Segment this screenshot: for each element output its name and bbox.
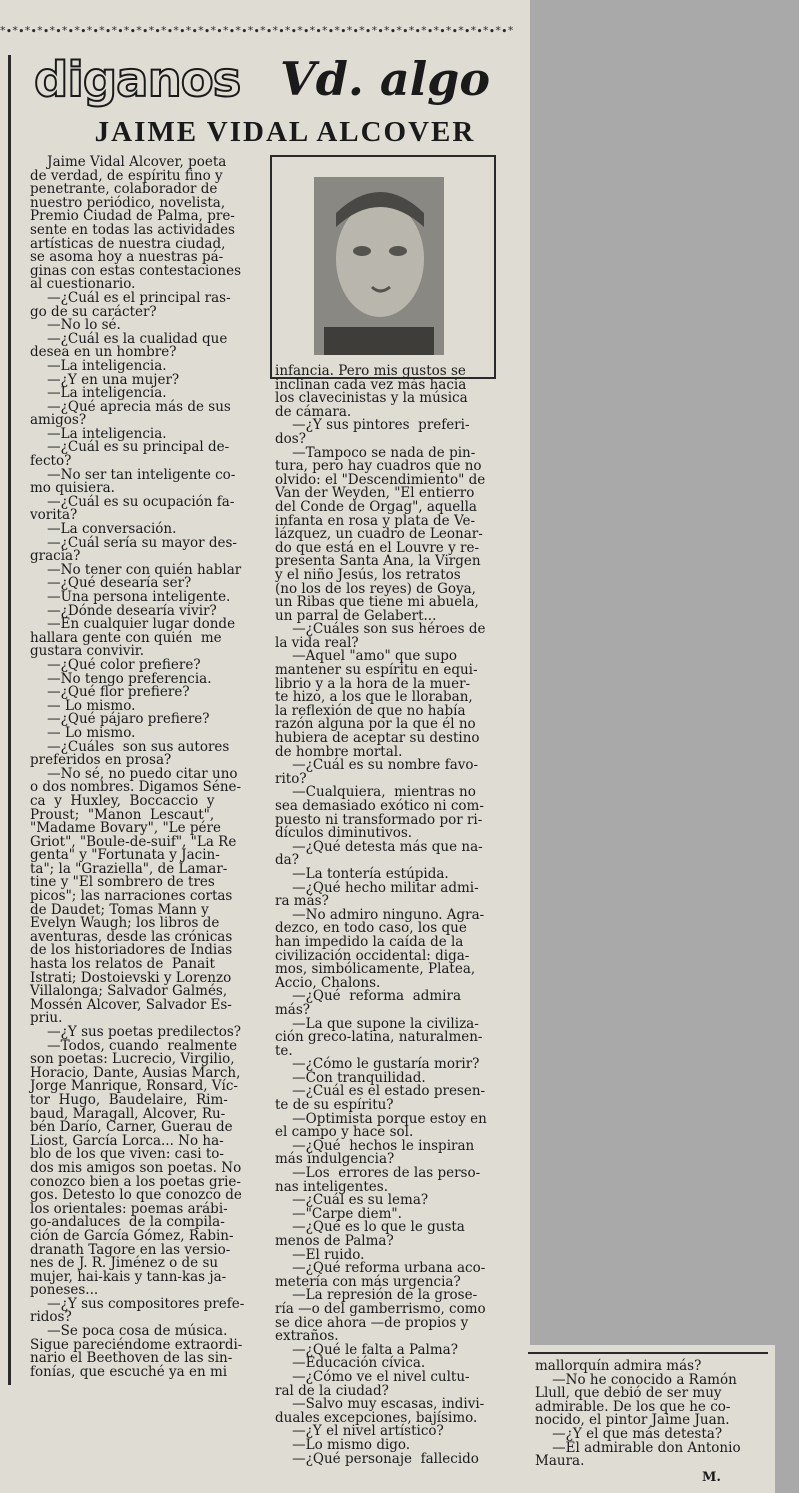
portrait-image	[314, 177, 444, 355]
column-rule	[8, 55, 11, 1385]
decorative-border: *∙*∙*∙*∙*∙*∙*∙*∙*∙*∙*∙*∙*∙*∙*∙*∙*∙*∙*∙*∙*∙*∙*∙*∙*∙*∙*∙*∙*∙*∙*∙*∙*∙*∙*∙*∙*∙*∙*∙*∙*∙*	[0, 24, 514, 36]
portrait-frame	[270, 155, 496, 379]
portrait-photo	[314, 177, 444, 355]
article-header	[22, 52, 512, 112]
interviewee-name: JAIME VIDAL ALCOVER	[94, 116, 476, 148]
column-top-rule	[528, 1352, 768, 1354]
article-column-middle: infancia. Pero mis gustos se inclinan cada vez más hacia los clavecinistas y la música de cámara. —¿Y sus pintores preferi- dos? —Tampoco se nada de pin- tura, pero hay cuadros que no olvido: el "Descendimiento" de Van der Weyden, "El entierro del Conde de Orgag", aquella infanta en rosa y plata de Ve- lázquez, un cuadro de Leonar- do que está en el Louvre y re- presenta Santa Ana, la Virgen y el niño Jesús, los retratos (no los de los reyes) de Goya, un Ribas que tiene mi abuela, un parral de Gelabert... —¿Cuáles son sus héroes de la vida real? —Aquel "amo" que supo mantener su espíritu en equi- librio y a la hora de la muer- te hizo, a los que le lloraban, la reflexión de que no había razón alguna por la que él no hubiera de aceptar su destino de hombre mortal. —¿Cuál es su nombre favo- rito? —Cualquiera, mientras no sea demasiado exótico ni com- puesto ni transformado por ri- dículos diminutivos. —¿Qué detesta más que na- da? —La tontería estúpida. —¿Qué hecho militar admi- ra más? —No admiro ninguno. Agra- dezco, en todo caso, los que han impedido la caída de la civilización occidental: diga- mos, simbólicamente, Platea, Accio, Chalons. —¿Qué reforma admira más? —La que supone la civiliza- ción greco-latina, naturalmen- te. —¿Cómo le gustaría morir? —Con tranquilidad. —¿Cuál es el estado presen- te de su espíritu? —Optimista porque estoy en el campo y hace sol. —¿Qué hechos le inspiran más indulgencia? —Los errores de las perso- nas inteligentes. —¿Cuál es su lema? —"Carpe diem". —¿Qué es lo que le gusta menos de Palma? —El ruido. —¿Qué reforma urbana aco- metería con más urgencia? —La represión de la grose- ría —o del gamberrismo, como se dice ahora —de propios y extraños. —¿Qué le falta a Palma? —Educación cívica. —¿Cómo ve el nivel cultu- ral de la ciudad? —Salvo muy escasas, indivi- duales excepciones, bajísimo. —¿Y el nivel artístico? —Lo mismo digo. —¿Qué personaje fallecido	[275, 363, 487, 1467]
author-signature: M.	[702, 1470, 721, 1485]
article-column-right: mallorquín admira más? —No he conocido a Ramón Llull, que debió de ser muy admirable. De los que he co- nocido, el pintor Jaime Juan. —¿Y el que más detesta? —El admirable don Antonio Maura.	[535, 1358, 741, 1470]
header-title-part2: Vd. algo	[280, 52, 491, 106]
header-title-part1: diganos	[34, 52, 241, 108]
article-column-left: Jaime Vidal Alcover, poeta de verdad, de espíritu fino y penetrante, colaborador de nuestro periódico, novelista, Premio Ciudad de Palma, pre- sente en todas las actividades artísticas de nuestra ciudad, se asoma hoy a nuestras pá- ginas con estas contestaciones al cuestionario. —¿Cuál es el principal ras- go de su carácter? —No lo sé. —¿Cuál es la cualidad que desea en un hombre? —La inteligencia. —¿Y en una mujer? —La inteligencia. —¿Qué aprecia más de sus amigos? —La inteligencia. —¿Cuál es su principal de- fecto? —No ser tan inteligente co- mo quisiera. —¿Cuál es su ocupación fa- vorita? —La conversación. —¿Cuál sería su mayor des- gracia? —No tener con quién hablar —¿Qué desearía ser? —Una persona inteligente. —¿Dónde desearía vivir? —En cualquier lugar donde hallara gente con quién me gustara convivir. —¿Qué color prefiere? —No tengo preferencia. —¿Qué flor prefiere? — Lo mismo. —¿Qué pájaro prefiere? — Lo mismo. —¿Cuáles son sus autores preferidos en prosa? —No sé, no puedo citar uno o dos nombres. Digamos Séne- ca y Huxley, Boccaccio y Proust; "Manon Lescaut", "Madame Bovary", "Le pére Griot", "Boule-de-suif", "La Re genta" y "Fortunata y Jacin- ta"; la "Graziella", de Lamar- tine y "El sombrero de tres picos"; las narraciones cortas de Daudet; Tomas Mann y Evelyn Waugh; los libros de aventuras, desde las crónicas de los historiadores de Indias hasta los relatos de Panait Istrati; Dostoievski y Lorenzo Villalonga; Salvador Galmés, Mossén Alcover, Salvador Es- priu. —¿Y sus poetas predilectos? —Todos, cuando realmente son poetas: Lucrecio, Virgilio, Horacio, Dante, Ausias March, Jorge Manrique, Ronsard, Víc- tor Hugo, Baudelaire, Rim- baud, Maragall, Alcover, Ru- bén Darío, Carner, Guerau de Liost, García Lorca... No ha- blo de los que viven: casi to- dos mis amigos son poetas. No conozco bien a los poetas grie- gos. Detesto lo que conozco de los orientales: poemas arábi- go-andaluces de la compila- ción de García Gómez, Rabin- dranath Tagore en las versio- nes de J. R. Jiménez o de su mujer, hai-kais y tann-kas ja- poneses... —¿Y sus compositores prefe- ridos? —Se poca cosa de música. Sigue pareciéndome extraordi- nario el Beethoven de las sin- fonías, que escuché ya en mi	[30, 154, 245, 1380]
adjacent-column-edge	[0, 55, 8, 1385]
